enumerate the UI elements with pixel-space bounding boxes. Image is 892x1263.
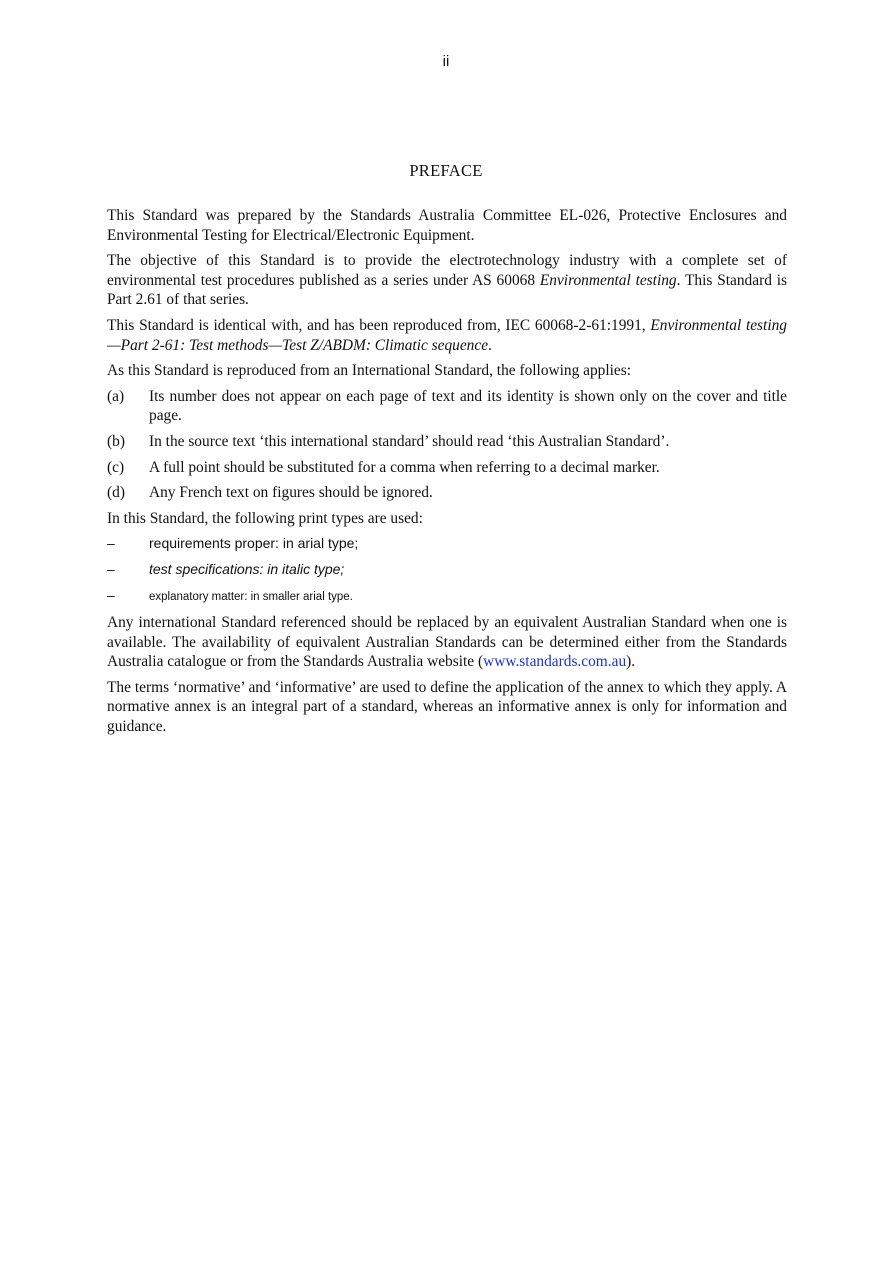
paragraph-identical (107, 316, 787, 355)
list-item (107, 483, 787, 503)
page-title: PREFACE (409, 161, 483, 180)
list-item (107, 534, 787, 554)
print-type-small-arial: explanatory matter: in smaller arial type. (149, 590, 353, 603)
list-marker: (c) (107, 458, 125, 476)
list-item-text: In the source text ‘this international standard’ should read ‘this Australian Standard’. (149, 432, 670, 450)
list-item (107, 560, 787, 580)
text-run: ). (626, 653, 636, 671)
paragraph-committee: This Standard was prepared by the Standards Australia Committee EL-026, Protective Enclosures and Environmental Testing for Electrical/Electronic Equipment. (107, 207, 787, 244)
list-item-text: Its number does not appear on each page of text and its identity is shown only on the cover and title page. (149, 387, 787, 425)
list-item (107, 458, 787, 478)
list-marker: (a) (107, 387, 125, 405)
list-item (107, 387, 787, 426)
print-type-arial: requirements proper: in arial type; (149, 535, 359, 552)
applies-list (107, 387, 787, 503)
text-run: The objective of this Standard is to provide the electrotechnology industry with a complete set of environmental test procedures published as a series under AS 60068 (107, 252, 787, 289)
list-item-text: A full point should be substituted for a comma when referring to a decimal marker. (149, 458, 660, 476)
paragraph-objective (107, 251, 787, 310)
list-item-text: Any French text on figures should be ignored. (149, 484, 433, 502)
list-item (107, 432, 787, 452)
paragraph-referenced-standards (107, 613, 787, 672)
print-type-italic: test specifications: in italic type; (149, 560, 345, 577)
paragraph-print-types: In this Standard, the following print types are used: (107, 509, 423, 527)
list-marker: (b) (107, 432, 125, 450)
list-marker: (d) (107, 484, 125, 502)
list-item (107, 586, 787, 608)
preface-body (107, 206, 787, 743)
dash-marker: – (107, 560, 115, 577)
source-standard-title: Environmental testing—Part 2-61: Test methods—Test Z/ABDM: Climatic sequence (107, 316, 787, 354)
text-run: . This Standard is Part 2.61 of that series. (107, 271, 787, 309)
dash-marker: – (107, 586, 115, 603)
paragraph-applies: As this Standard is reproduced from an International Standard, the following applies: (107, 362, 632, 380)
text-run: . (488, 336, 492, 354)
text-run: Any international Standard referenced should be replaced by an equivalent Australian Standard when one is available. The availability of equivalent Australian Standards can be determined either from the Standards Australia catalogue or from the Standards Australia website ( (107, 614, 787, 671)
print-types-list (107, 534, 787, 607)
paragraph-normative-informative: The terms ‘normative’ and ‘informative’ are used to define the application of the annex to which they apply. A normative annex is an integral part of a standard, whereas an informative annex is only for information and guidance. (107, 678, 787, 736)
text-run: This Standard is identical with, and has been reproduced from, IEC 60068-2-61:1991, (107, 316, 651, 334)
website-link[interactable]: www.standards.com.au (483, 653, 627, 671)
page-number: ii (442, 53, 450, 70)
series-title: Environmental testing (539, 271, 677, 289)
dash-marker: – (107, 535, 115, 552)
